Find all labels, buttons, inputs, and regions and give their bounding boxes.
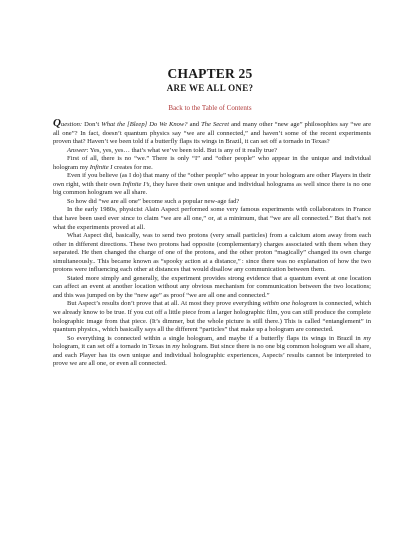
book-title: What the [Bleep] Do We Know? (101, 121, 188, 128)
drop-cap: Q (53, 117, 61, 129)
chapter-body (53, 117, 372, 369)
answer-paragraph: Answer: Yes, yes, yes… that’s what we’ve been told. But is any of it really true? (67, 146, 278, 154)
body-paragraph: So how did “we are all one” become such a popular new-age fad? (67, 197, 240, 205)
question-label: uestion: (60, 121, 83, 128)
chapter-heading: CHAPTER 25 (167, 66, 253, 81)
answer-label: Answer (67, 146, 87, 154)
body-paragraph: First of all, there is no “we.” There is only “I” and “other people” who appear in the unique and individual hologram my Infinite I creates for me. (53, 155, 371, 171)
body-paragraph: But Aspect’s results don’t prove that at all. At most they prove everything within one hologram is connected, which we already know to be true. If you cut off a little piece from a larger holographic film, you can still produce the complete holographic image from that piece. (It’s dimmer, but the whole picture is still there.) This is called “entanglement” in quantum physics., which basically says all the different “particles” that make up a hologram are connected. (53, 300, 372, 334)
chapter-subtitle: ARE WE ALL ONE? (166, 83, 254, 93)
body-paragraph: So everything is connected within a single hologram, and maybe if a butterfly flaps its wings in Brazil in my hologram, it can set off a tornado in Texas in my hologram. But since there is no one big common hologram we all share, and each Player has its own unique and individual holographic experiences, Aspects’ results cannot be interpreted to prove we are all one, or even all connected. (53, 334, 371, 368)
book-title: The Secret (201, 121, 230, 128)
back-to-toc-link[interactable]: Back to the Table of Contents (168, 104, 252, 112)
question-paragraph: Question: Don’t What the [Bleep] Do We Know? and The Secret and many other “new age” philosophies say “we are all one”? In fact, doesn’t quantum physics say “we are all connected,” and haven’t some of the recent experiments proven that? Haven’t we been told if a butterfly flaps its wings in Brazil, it can set off a tornado in Texas? (53, 117, 371, 146)
body-paragraph: Stated more simply and generally, the experiment provides strong evidence that a quantum event at one location can affect an event at another location without any obvious mechanism for communication between the two locations; and this was jumped on by the “new age” as proof “we are all one and connected.” (53, 274, 371, 299)
body-paragraph: Even if you believe (as I do) that many of the “other people” who appear in your hologram are other Players in their own right, with their own Infinite I’s, they have their own unique and individual holograms as well since there is no one big common hologram we all share. (53, 172, 371, 197)
body-paragraph: What Aspect did, basically, was to send two protons (very small particles) from a calcium atom away from each other in different directions. These two protons had opposite (complementary) charges associated with them when they separated. He then changed the charge of one of the protons, and the other proton “magically” changed its own charge simultaneously.. This became known as “spooky action at a distance,” : since there was no explanation of how the two protons were influencing each other at distances that would disallow any communication between them. (53, 232, 371, 274)
body-paragraph: In the early 1980s, physicist Alain Aspect performed some very famous experiments with collaborators in France that have been used ever since to claim “we are all one,” or, at a minimum, that “we are all connected.” But that’s not what the experiments proved at all. (53, 206, 371, 231)
